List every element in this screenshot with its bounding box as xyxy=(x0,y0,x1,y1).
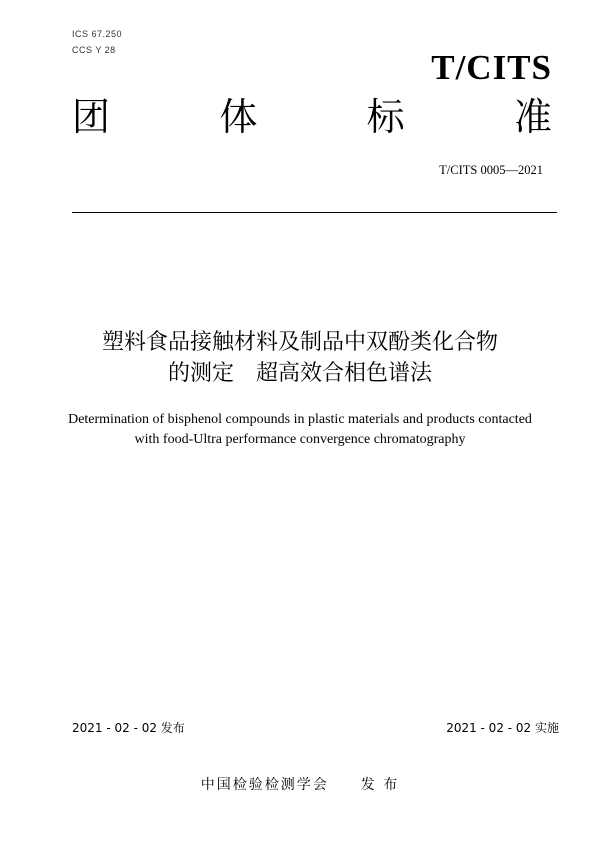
header-divider xyxy=(72,212,557,213)
standard-type-heading xyxy=(72,95,552,139)
publisher: 中国检验检测学会 发 布 xyxy=(200,777,400,793)
standard-type-char: 准 xyxy=(513,95,552,139)
standard-number: T/CITS 0005—2021 xyxy=(439,163,543,177)
chinese-title-line-2: 的测定 超高效合相色谱法 xyxy=(167,361,432,386)
issue-date: 2021 - 02 - 02 发布 xyxy=(72,721,185,735)
standard-type-char: 标 xyxy=(366,95,405,139)
organization-code: T/CITS xyxy=(431,48,552,87)
english-title-line-2: with food-Ultra performance convergence chromatography xyxy=(134,432,466,447)
ics-classification: ICS 67.250 xyxy=(72,29,123,39)
implementation-date: 2021 - 02 - 02 实施 xyxy=(446,721,559,735)
standard-type-char: 体 xyxy=(219,95,258,139)
english-title-line-1: Determination of bisphenol compounds in plastic materials and products contacted xyxy=(68,412,532,427)
chinese-title-line-1: 塑料食品接触材料及制品中双酚类化合物 xyxy=(101,330,498,355)
standard-type-char: 团 xyxy=(72,95,111,139)
ccs-classification: CCS Y 28 xyxy=(72,45,116,55)
